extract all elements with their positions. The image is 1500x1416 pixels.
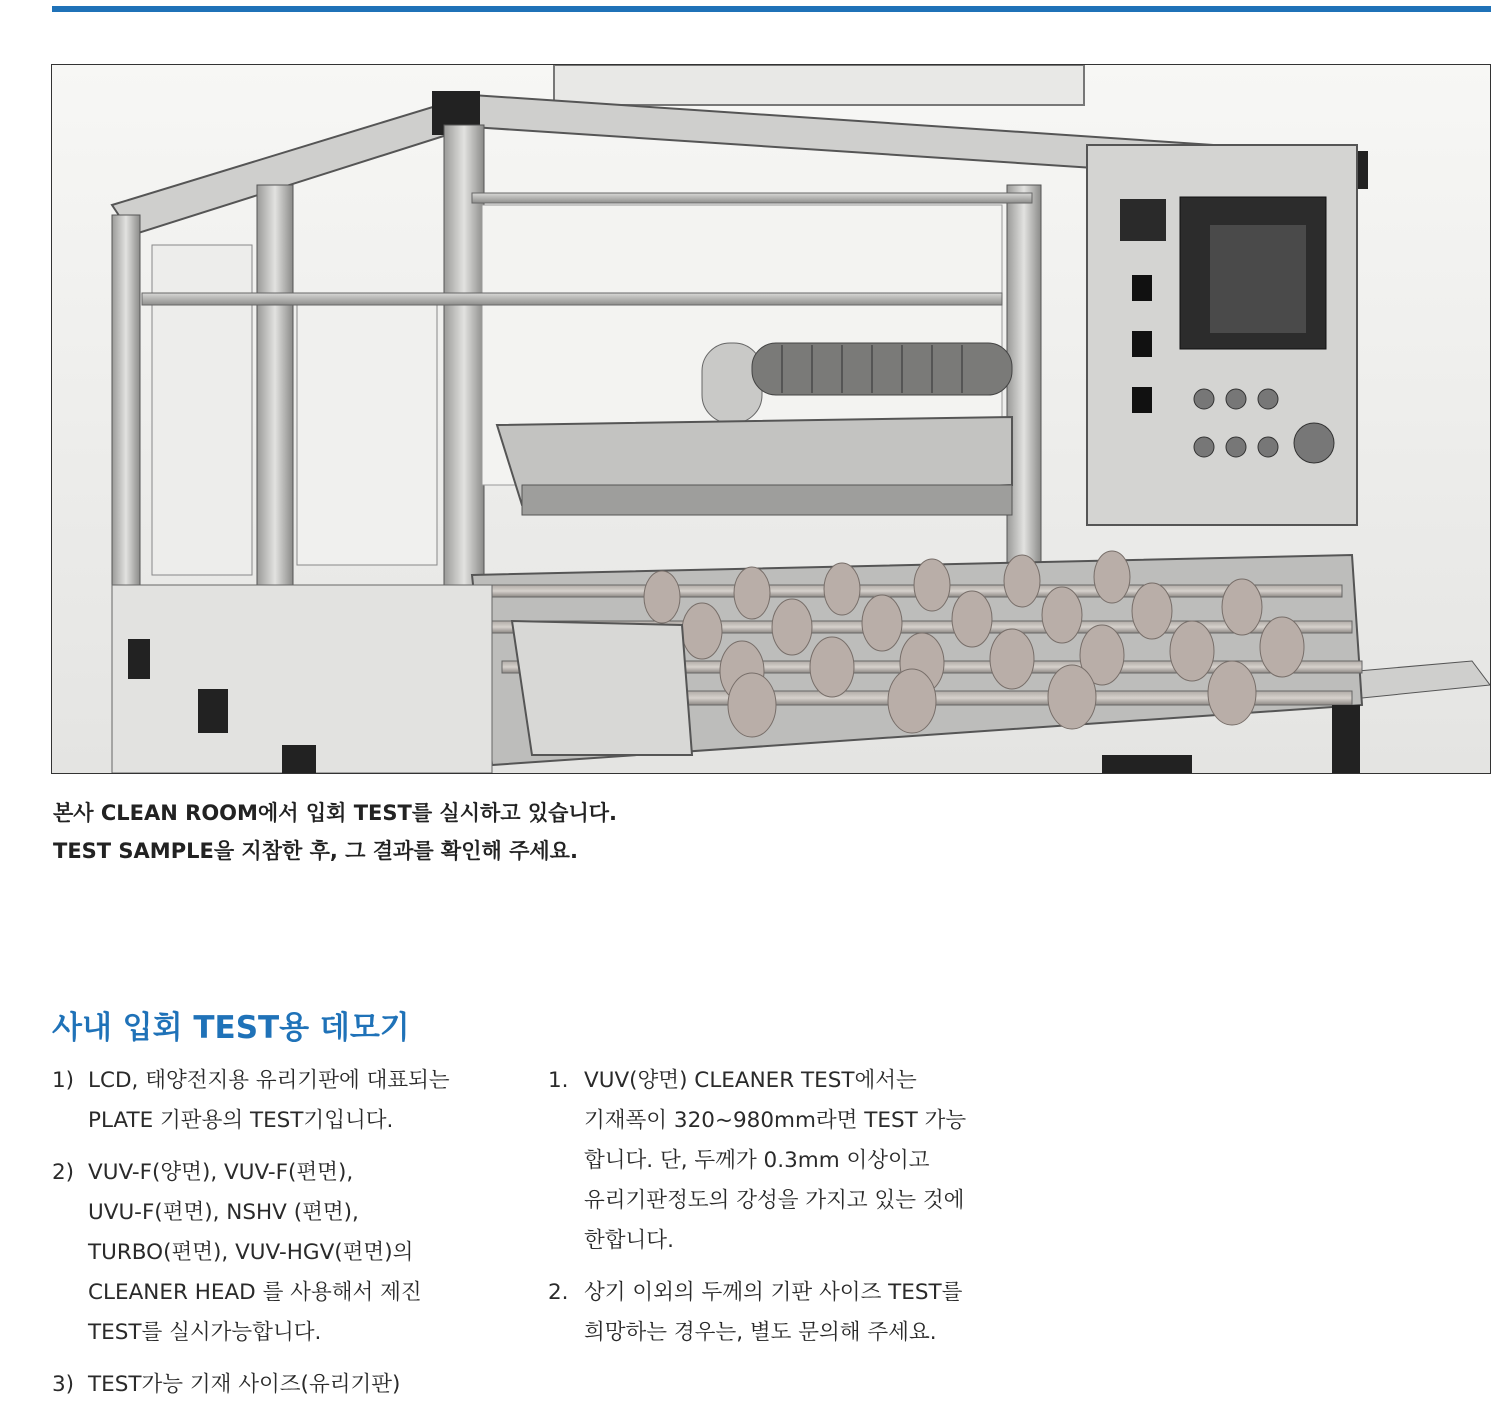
list-line: TEST가능 기재 사이즈(유리기판) (88, 1372, 401, 1397)
right-list (548, 1061, 966, 1365)
photo-caption (53, 794, 617, 870)
list-item-number: 2. (548, 1280, 569, 1305)
list-item-number: 2) (52, 1160, 75, 1185)
list-line: VUV(양면) CLEANER TEST에서는 (584, 1068, 917, 1093)
list-line: TURBO(편면), VUV-HGV(편면)의 (88, 1240, 414, 1265)
list-item-number: 3) (52, 1372, 75, 1397)
list-item-text (584, 1273, 962, 1353)
list-line: 합니다. 단, 두께가 0.3mm 이상이고 (584, 1148, 930, 1173)
list-line: 기재폭이 320~980mm라면 TEST 가능 (584, 1108, 967, 1133)
left-list (52, 1061, 450, 1416)
list-line: 상기 이외의 두께의 기판 사이즈 TEST를 (584, 1280, 963, 1305)
list-item-text (88, 1365, 400, 1405)
list-line: 희망하는 경우는, 별도 문의해 주세요. (584, 1320, 937, 1345)
list-item-number: 1) (52, 1068, 75, 1093)
list-line: PLATE 기판용의 TEST기입니다. (88, 1108, 394, 1133)
list-item (52, 1365, 450, 1405)
demo-machine-photo (51, 64, 1491, 774)
list-item-text (584, 1061, 966, 1261)
list-item (548, 1273, 966, 1353)
machine-illustration (52, 65, 1490, 773)
top-rule (52, 6, 1491, 12)
list-line: UVU-F(편면), NSHV (편면), (88, 1200, 359, 1225)
list-item (548, 1061, 966, 1261)
section-title: 사내 입회 TEST용 데모기 (52, 1010, 410, 1046)
list-line: TEST를 실시가능합니다. (88, 1320, 322, 1345)
list-item-number: 1. (548, 1068, 569, 1093)
list-item (52, 1153, 450, 1353)
list-line: VUV-F(양면), VUV-F(편면), (88, 1160, 354, 1185)
caption-line-2: TEST SAMPLE을 지참한 후, 그 결과를 확인해 주세요. (53, 839, 578, 863)
caption-line-1: 본사 CLEAN ROOM에서 입회 TEST를 실시하고 있습니다. (53, 801, 617, 825)
list-item-text (88, 1061, 450, 1141)
list-item (52, 1061, 450, 1141)
list-line: CLEANER HEAD 를 사용해서 제진 (88, 1280, 422, 1305)
list-line: 한합니다. (584, 1228, 674, 1253)
list-line: 유리기판정도의 강성을 가지고 있는 것에 (584, 1188, 965, 1213)
list-line: LCD, 태양전지용 유리기판에 대표되는 (88, 1068, 450, 1093)
list-item-text (88, 1153, 422, 1353)
